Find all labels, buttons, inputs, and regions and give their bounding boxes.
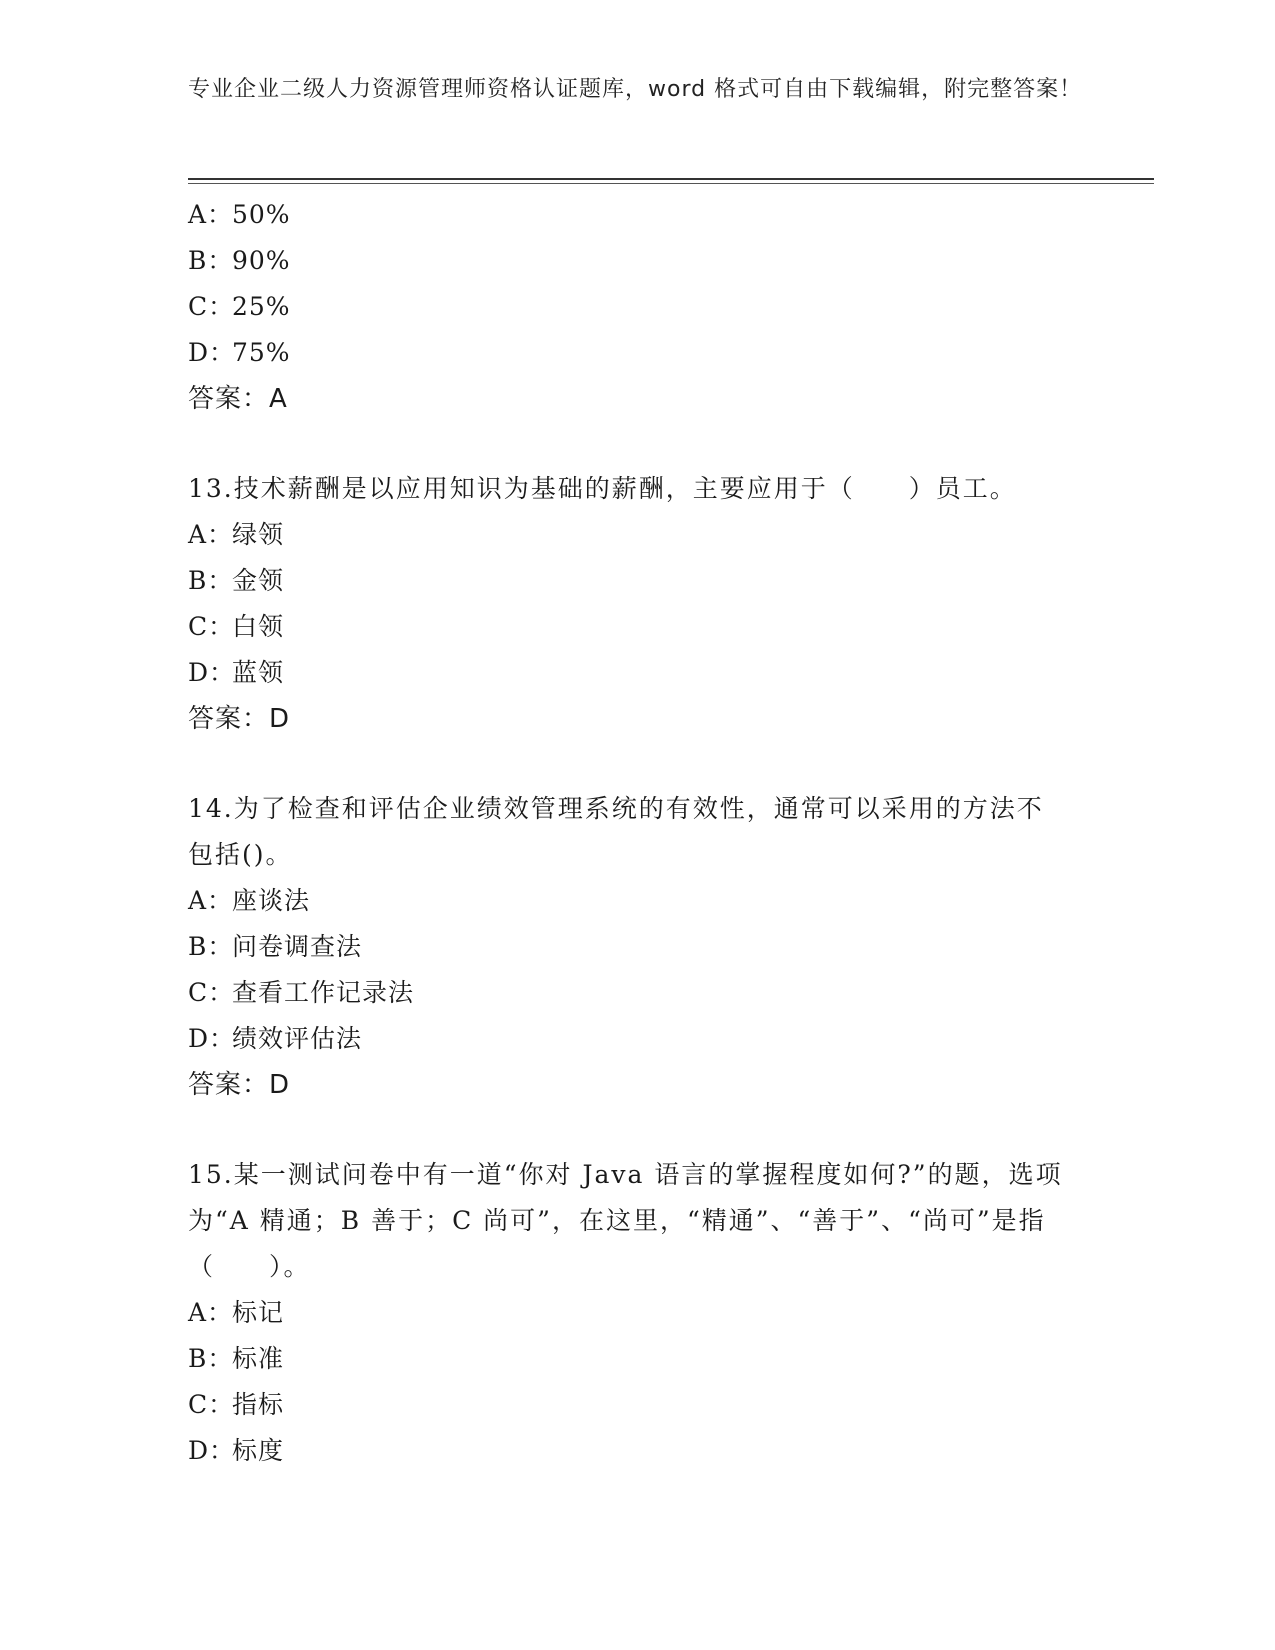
answer-line: 答案：D <box>188 1070 291 1100</box>
option-c <box>188 970 1088 1016</box>
question-list <box>188 192 1088 1474</box>
option-letter: C： <box>188 1390 235 1419</box>
option-a <box>188 878 1088 924</box>
header-divider-thick <box>188 178 1154 180</box>
option-b <box>188 924 1088 970</box>
option-c <box>188 604 1088 650</box>
option-letter: B： <box>188 246 234 275</box>
option-letter: A： <box>188 520 234 549</box>
option-b <box>188 1336 1088 1382</box>
option-text: 90% <box>232 246 291 275</box>
option-text: 绩效评估法 <box>232 1024 363 1053</box>
page-header: 专业企业二级人力资源管理师资格认证题库，word 格式可自由下载编辑，附完整答案！ <box>188 77 1083 102</box>
option-a <box>188 192 1088 238</box>
option-b <box>188 558 1088 604</box>
option-text: 绿领 <box>232 520 285 549</box>
option-letter: A： <box>188 886 234 915</box>
answer-line: 答案：A <box>188 384 288 414</box>
option-letter: D： <box>188 658 236 687</box>
option-letter: C： <box>188 612 235 641</box>
option-a <box>188 512 1088 558</box>
header-divider-thin <box>188 183 1154 184</box>
option-b <box>188 238 1088 284</box>
option-text: 金领 <box>232 566 285 595</box>
option-letter: D： <box>188 338 236 367</box>
option-text: 指标 <box>232 1390 285 1419</box>
option-d <box>188 1428 1088 1474</box>
option-letter: B： <box>188 1344 234 1373</box>
option-letter: C： <box>188 292 235 321</box>
option-text: 标准 <box>232 1344 285 1373</box>
option-a <box>188 1290 1088 1336</box>
question-text: 15.某一测试问卷中有一道“你对 Java 语言的掌握程度如何?”的题，选项为“A 精通；B 善于；C 尚可”，在这里，“精通”、“善于”、“尚可”是指（ ）。 <box>188 1160 1063 1281</box>
option-letter: D： <box>188 1024 236 1053</box>
option-text: 白领 <box>232 612 285 641</box>
option-d <box>188 650 1088 696</box>
option-text: 75% <box>232 338 291 367</box>
option-c <box>188 1382 1088 1428</box>
question-text: 14.为了检查和评估企业绩效管理系统的有效性，通常可以采用的方法不包括()。 <box>188 794 1044 869</box>
answer-line: 答案：D <box>188 704 291 734</box>
question-block-12 <box>188 192 1088 422</box>
option-c <box>188 284 1088 330</box>
question-block-15 <box>188 1152 1088 1474</box>
option-letter: B： <box>188 566 234 595</box>
option-text: 查看工作记录法 <box>232 978 415 1007</box>
option-letter: A： <box>188 200 234 229</box>
question-block-13 <box>188 466 1088 742</box>
option-d <box>188 1016 1088 1062</box>
question-text: 13.技术薪酬是以应用知识为基础的薪酬，主要应用于（ ）员工。 <box>188 474 1017 503</box>
option-letter: B： <box>188 932 234 961</box>
option-text: 问卷调查法 <box>232 932 363 961</box>
option-d <box>188 330 1088 376</box>
option-text: 标记 <box>232 1298 285 1327</box>
option-text: 座谈法 <box>232 886 311 915</box>
option-letter: D： <box>188 1436 236 1465</box>
option-letter: C： <box>188 978 235 1007</box>
option-text: 50% <box>232 200 291 229</box>
option-text: 蓝领 <box>232 658 285 687</box>
question-block-14 <box>188 786 1088 1108</box>
option-text: 标度 <box>232 1436 285 1465</box>
option-text: 25% <box>232 292 291 321</box>
option-letter: A： <box>188 1298 234 1327</box>
